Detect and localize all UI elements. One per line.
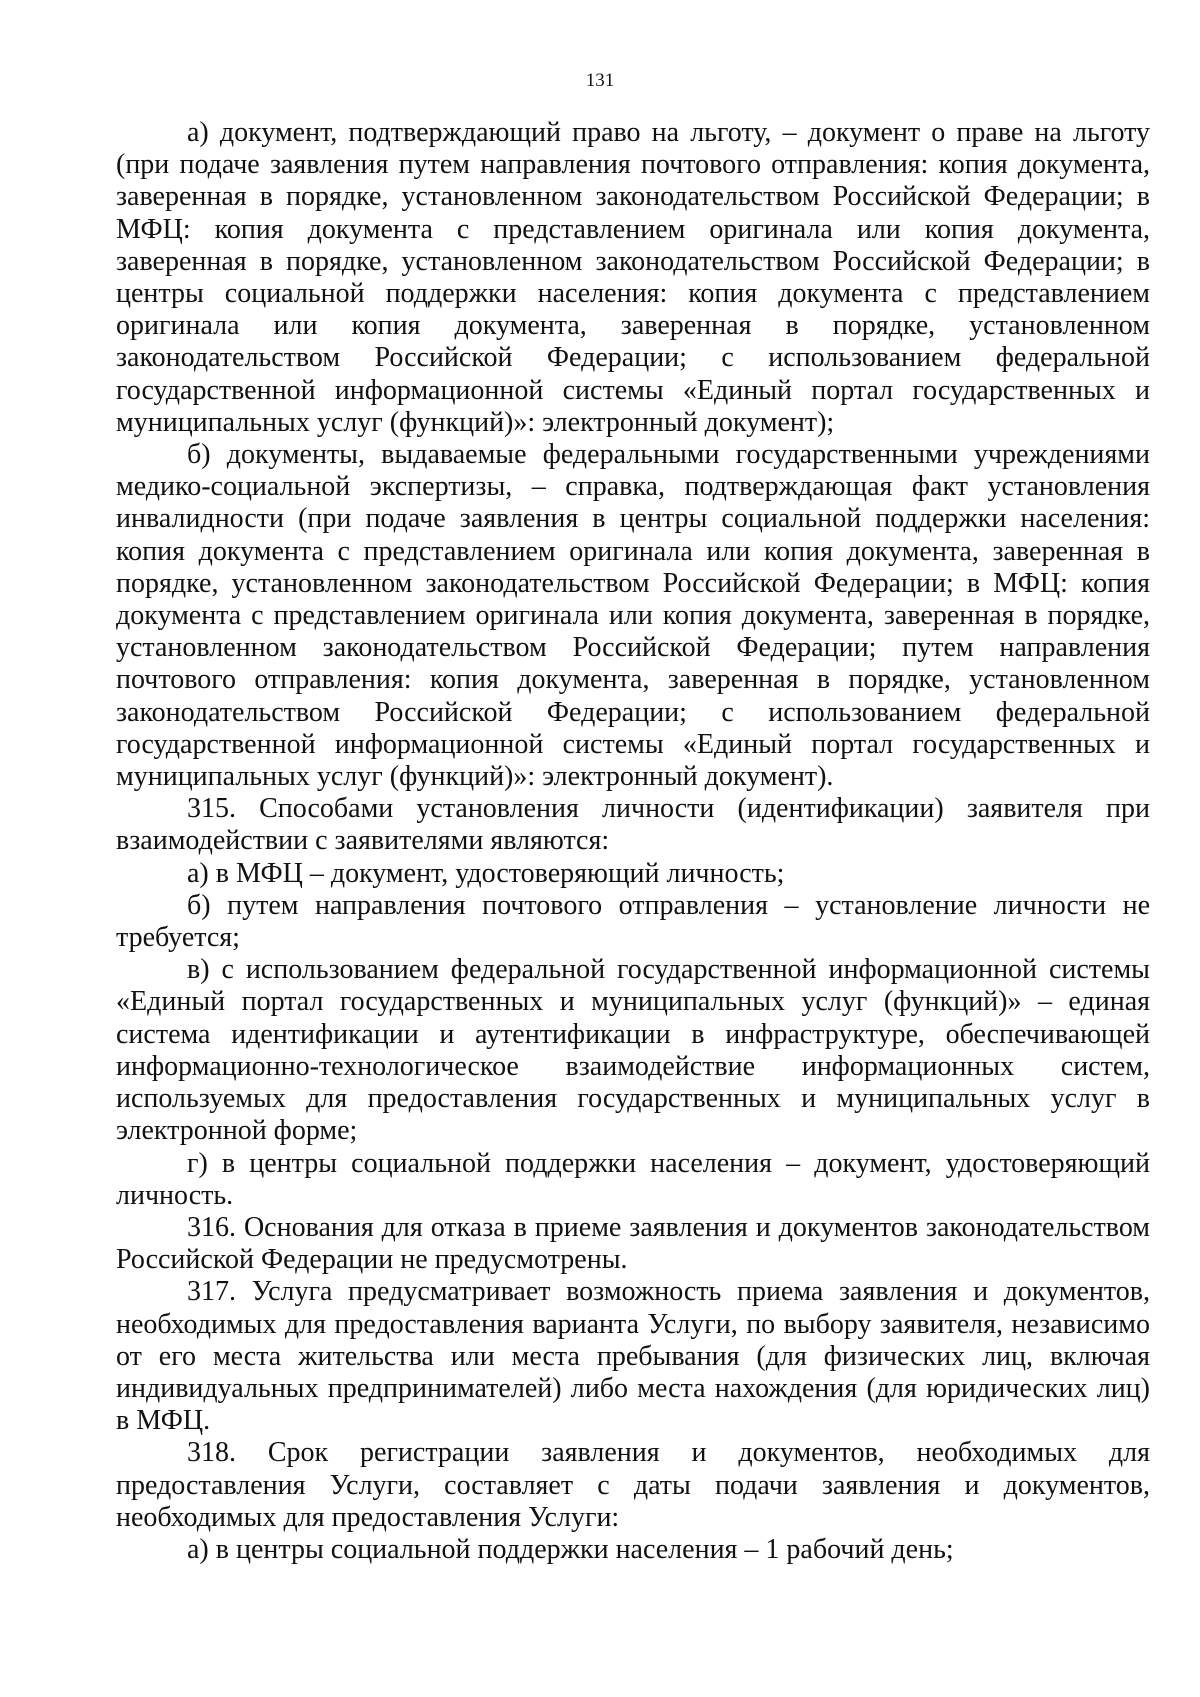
paragraph-315-g-social-centers: г) в центры социальной поддержки населения – документ, удостоверяющий личность. (116, 1147, 1150, 1211)
paragraph-316-refusal-grounds: 316. Основания для отказа в приеме заявления и документов законодательством Российской Федерации не предусмотрены. (116, 1211, 1150, 1276)
paragraph-315-v-portal: в) с использованием федеральной государственной информационной системы «Единый портал государственных и муниципальных услуг (функций)» – единая система идентификации и аутентификации в инфраструктуре, обеспечивающей информационно-технологическое взаимодействие информационных систем, используемых для предоставления государственных и муниципальных услуг в электронной форме; (116, 954, 1150, 1147)
paragraph-benefit-document: а) документ, подтверждающий право на льготу, – документ о праве на льготу (при подаче заявления путем направления почтового отправления: копия документа, заверенная в порядке, установленном законодательством Российской Федерации; в МФЦ: копия документа с представлением оригинала или копия документа, заверенная в порядке, установленном законодательством Российской Федерации; в центры социальной поддержки населения: копия документа с представлением оригинала или копия документа, заверенная в порядке, установленном законодательством Российской Федерации; с использованием федеральной государственной информационной системы «Единый портал государственных и муниципальных услуг (функций)»: электронный документ); (116, 117, 1150, 438)
paragraph-318-registration-term: 318. Срок регистрации заявления и документов, необходимых для предоставления Услуги, составляет с даты подачи заявления и документов, необходимых для предоставления Услуги: (116, 1437, 1150, 1533)
paragraph-315-b-postal: б) путем направления почтового отправления – установление личности не требуется; (116, 889, 1150, 954)
paragraph-317-extraterritorial: 317. Услуга предусматривает возможность приема заявления и документов, необходимых для предоставления варианта Услуги, по выбору заявителя, независимо от его места жительства или места пребывания (для физических лиц, включая индивидуальных предпринимателей) либо места нахождения (для юридических лиц) в МФЦ. (116, 1276, 1150, 1437)
paragraph-315-a-mfc: а) в МФЦ – документ, удостоверяющий личность; (187, 857, 785, 889)
page-number: 131 (585, 70, 615, 91)
document-body (116, 117, 1150, 1566)
paragraph-318-a-social-centers: а) в центры социальной поддержки населения – 1 рабочий день; (187, 1533, 954, 1565)
paragraph-315-identification-methods: 315. Способами установления личности (идентификации) заявителя при взаимодействии с заявителями являются: (116, 793, 1150, 857)
paragraph-medical-expertise-documents: б) документы, выдаваемые федеральными государственными учреждениями медико-социальной экспертизы, – справка, подтверждающая факт установления инвалидности (при подаче заявления в центры социальной поддержки населения: копия документа с представлением оригинала или копия документа, заверенная в порядке, установленном законодательством Российской Федерации; в МФЦ: копия документа с представлением оригинала или копия документа, заверенная в порядке, установленном законодательством Российской Федерации; путем направления почтового отправления: копия документа, заверенная в порядке, установленном законодательством Российской Федерации; с использованием федеральной государственной информационной системы «Единый портал государственных и муниципальных услуг (функций)»: электронный документ). (116, 439, 1150, 793)
